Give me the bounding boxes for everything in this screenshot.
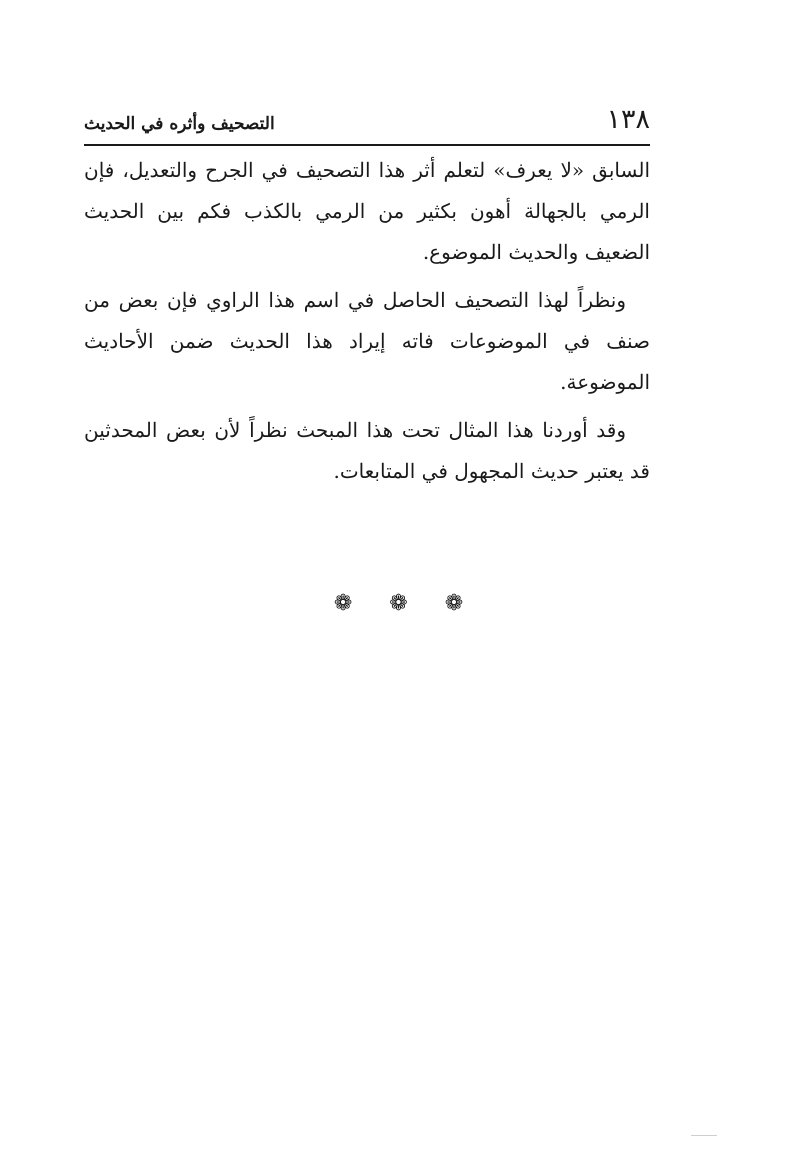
page-header bbox=[84, 104, 650, 140]
paragraph-3: وقد أوردنا هذا المثال تحت هذا المبحث نظراً لأن بعض المحدثين قد يعتبر حديث المجهول في المتابعات. bbox=[84, 418, 650, 483]
body-text bbox=[84, 150, 650, 499]
header-rule bbox=[84, 144, 650, 146]
paragraph-1: السابق «لا يعرف» لتعلم أثر هذا التصحيف في الجرح والتعديل، فإن الرمي بالجهالة أهون بكثير من الرمي بالكذب فكم بين الحديث الضعيف والحديث الموضوع. bbox=[84, 158, 650, 264]
margin-mark bbox=[691, 1135, 717, 1136]
paragraph-2: ونظراً لهذا التصحيف الحاصل في اسم هذا الراوي فإن بعض من صنف في الموضوعات فاته إيراد هذا الحديث ضمن الأحاديث الموضوعة. bbox=[84, 288, 650, 394]
section-end-ornaments bbox=[0, 590, 807, 618]
page-number: ١٣٨ bbox=[606, 104, 650, 135]
running-title: التصحيف وأثره في الحديث bbox=[84, 114, 275, 134]
ornament-icon: ❁ bbox=[389, 591, 418, 616]
ornament-icon: ❁ bbox=[444, 591, 474, 616]
ornament-icon: ❁ bbox=[333, 591, 363, 616]
